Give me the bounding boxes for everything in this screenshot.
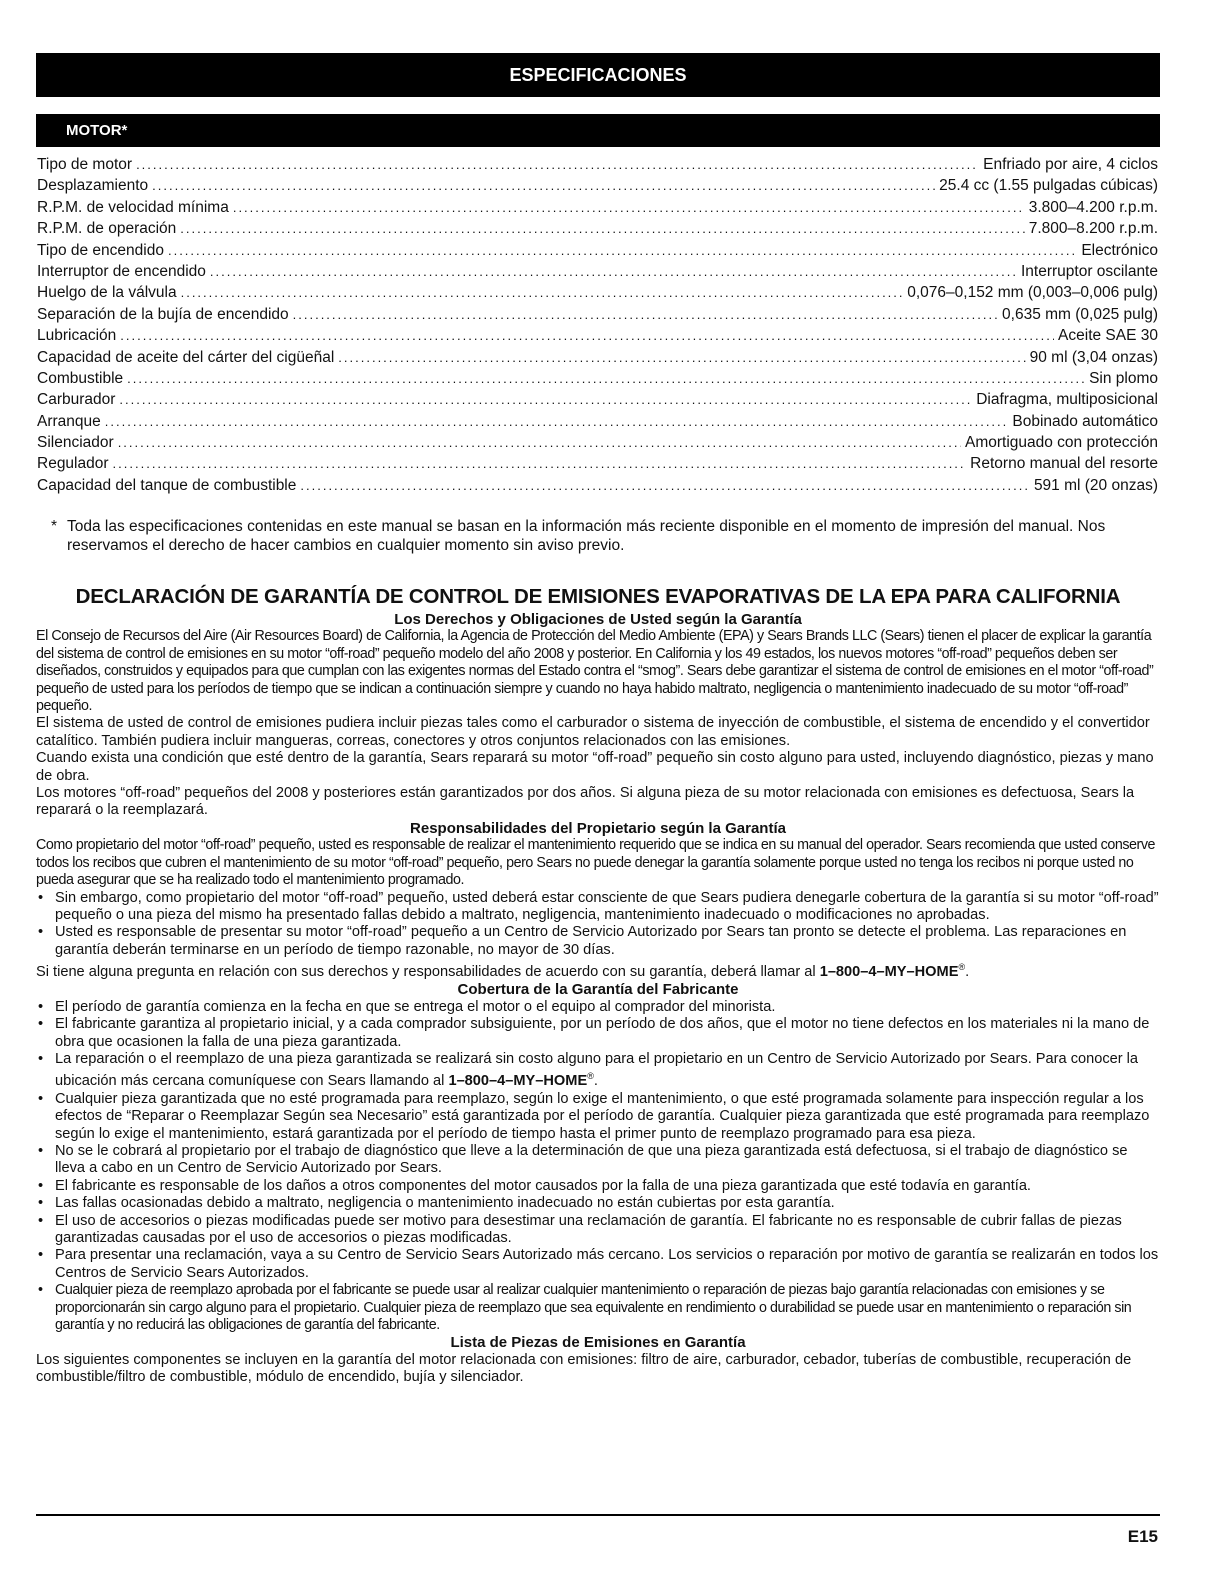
spec-label: Capacidad del tanque de combustible [37,476,297,494]
phone-number: 1–800–4–MY–HOME [819,963,959,980]
spec-label: Carburador [37,391,116,409]
list-item-text: La reparación o el reemplazo de una pieza garantizada se realizará sin costo alguno para el propietario en un Centro de Servicio Autorizado por Sears. Para conocer la ubicación más cercana comuníquese con Sears llamando al [55,1051,1139,1090]
spec-value: Bobinado automático [1012,412,1158,430]
spec-row [37,218,1158,239]
motor-section-header [36,114,1160,147]
footer-divider [36,1514,1160,1516]
spec-row [37,475,1158,496]
dot-leader [210,261,1017,282]
spec-label: Tipo de encendido [37,241,164,259]
spec-value: Amortiguado con protección [964,434,1158,452]
parts-paragraph: Los siguientes componentes se incluyen en la garantía del motor relacionada con emisiones: filtro de aire, carburador, cebador, tuberías de combustible, recuperación de combustible/filtro de combustible, módulo de encendido, bujía y silenciador. [36,1351,1132,1386]
owner-bullets [36,890,1160,960]
list-item-text: El fabricante garantiza al propietario inicial, y a cada comprador subsiguiente, por un período de dos años, que el motor no tiene defectos en los materiales ni la mano de obra que ocasionen la falla de una pieza garantizada. [55,1016,1150,1050]
coverage-bullets [36,999,1160,1335]
footnote-asterisk: * [51,518,58,535]
list-item [36,999,1160,1016]
dot-leader [120,325,1054,346]
spec-label: Separación de la bujía de encendido [37,305,289,323]
rights-paragraph-4: Los motores “off-road” pequeños del 2008 y posteriores están garantizados por dos años. Si alguna pieza de su motor relacionada con emisiones es defectuosa, Sears la reparará o la reemplazará. [36,785,1135,819]
spec-row [37,325,1158,346]
list-item-text: No se le cobrará al propietario por el trabajo de diagnóstico que lleve a la determinación de que una pieza garantizada está defectuosa, si el trabajo de diagnóstico se lleva a cabo en un Centro de Servicio Autorizado por Sears. [55,1142,1128,1177]
dot-leader [300,475,1030,496]
list-item-end: . [593,1073,598,1090]
spec-row [37,411,1158,432]
dot-leader [181,282,904,303]
dot-leader [152,175,935,196]
list-item [36,1051,1160,1091]
bullet-icon: • [38,1177,44,1194]
spec-label: Tipo de motor [37,156,133,173]
bullet-icon: • [38,1282,43,1299]
list-item [36,890,1160,925]
dot-leader [233,197,1025,218]
rights-paragraph-2: El sistema de usted de control de emisiones pudiera incluir piezas tales como el carburador o sistema de inyección de combustible, el sistema de encendido y el convertidor catalítico. También pudiera incluir mangueras, correas, conectores y otros conjuntos relacionados con las emisiones. [36,715,1150,749]
list-item-text: Cualquier pieza de reemplazo aprobada por el fabricante se puede usar al realizar cualquier mantenimiento o reparación de piezas bajo garantía relacionadas con emisiones y se proporcionarán sin cargo alguno para el propietario. Cualquier pieza de reemplazo que sea equivalente en rendimiento o durabilidad se puede usar en mantenimiento o reparación sin garantía y no reducirá las obligaciones de garantía del fabricante. [55,1282,1132,1333]
spec-row [37,389,1158,410]
rights-heading: Los Derechos y Obligaciones de Usted según la Garantía [394,611,802,628]
owner-heading: Responsabilidades del Propietario según la Garantía [410,819,786,837]
spec-value: Interruptor oscilante [1021,262,1158,280]
spec-label: Huelgo de la válvula [37,284,177,302]
spec-label: R.P.M. de operación [37,220,177,238]
list-item-text: Para presentar una reclamación, vaya a su Centro de Servicio Sears Autorizado más cercano. Los servicios o reparación por motivo de garantía se realizarán en todos los Centros de Servicio Sears Autorizados. [55,1247,1159,1281]
spec-value: Retorno manual del resorte [970,455,1158,473]
specs-footnote [37,518,1158,555]
spec-row [37,175,1158,196]
list-item-text: Cualquier pieza garantizada que no esté programada para reemplazo, según lo exige el mantenimiento, o que esté programada solamente para inspección regular a los efectos de “Reparar o Reemplazar Según sea Necesario” está garantizada por el período de garantía. Cualquier pieza garantizada que esté programada para reemplazo según lo exige el mantenimiento, estará garantizada por el período de tiempo hasta el primer punto de reemplazo programado para esa pieza. [55,1090,1150,1142]
list-item-text: El período de garantía comienza en la fecha en que se entrega el motor o el equipo al comprador del minorista. [55,998,776,1015]
spec-row [37,432,1158,453]
list-item [36,1195,1160,1212]
motor-section-title: MOTOR* [66,122,128,139]
spec-row [37,261,1158,282]
spec-row [37,282,1158,303]
rights-paragraph-3: Cuando exista una condición que esté dentro de la garantía, Sears reparará su motor “off-road” pequeño sin costo alguno para usted, incluyendo diagnóstico, piezas y mano de obra. [36,750,1154,784]
owner-contact [36,959,1160,981]
bullet-icon: • [38,924,44,941]
spec-label: Capacidad de aceite del cárter del cigüeñal [37,348,335,366]
registered-mark: ® [958,962,966,973]
bullet-icon: • [38,1090,44,1107]
registered-mark: ® [587,1071,594,1082]
list-item-text: Usted es responsable de presentar su motor “off-road” pequeño a un Centro de Servicio Autorizado por Sears tan pronto se detecte el problema. Las reparaciones en garantía deberán terminarse en un período de tiempo razonable, no mayor de 30 días. [55,924,1127,958]
page-number: E15 [1127,1527,1158,1546]
list-item-text: El fabricante es responsable de los daños a otros componentes del motor causados por la falla de una pieza garantizada que esté todavía en garantía. [55,1177,1031,1194]
spec-label: Desplazamiento [37,177,149,195]
bullet-icon: • [38,1247,44,1264]
bullet-icon: • [38,998,44,1015]
specifications-header [36,53,1160,97]
spec-value: Sin plomo [1089,369,1158,387]
owner-paragraph: Como propietario del motor “off-road” pequeño, usted es responsable de realizar el mantenimiento requerido que se indica en su manual del operador. Sears recomienda que usted conserve todos los recibos que cubren el mantenimiento de su motor “off-road” pequeño, pero Sears no puede denegar la garantía solamente porque usted no tenga los recibos ni porque usted no pueda asegurar que se ha realizado todo el mantenimiento programado. [36,837,1156,889]
rights-paragraph-1: El Consejo de Recursos del Aire (Air Resources Board) de California, la Agencia de Protección del Medio Ambiente (EPA) y Sears Brands LLC (Sears) tienen el placer de explicar la garantía del sistema de control de emisiones en su motor “off-road” pequeño modelo del año 2008 y posterior. En California y los 49 estados, los nuevos motores “off-road” pequeños deben ser diseñados, construidos y equipados para que cumplan con las exigentes normas del Estado contra el “smog”. Sears debe garantizar el sistema de control de emisiones en el motor “off-road” pequeño de usted para los períodos de tiempo que se indican a continuación siempre y cuando no haya habido maltrato, negligencia o mantenimiento inadecuado de su motor “off-road” pequeño. [36,628,1154,715]
spec-value: 591 ml (20 onzas) [1033,476,1158,494]
list-item [36,1016,1160,1051]
spec-label: R.P.M. de velocidad mínima [37,198,229,216]
spec-value: 90 ml (3,04 onzas) [1029,348,1158,366]
dot-leader [105,411,1009,432]
dot-leader [180,218,1024,239]
warranty-body [36,611,1160,1387]
spec-label: Arranque [37,412,101,430]
bullet-icon: • [38,1212,44,1229]
spec-value: 25.4 cc (1.55 pulgadas cúbicas) [939,177,1158,195]
bullet-icon: • [38,1195,44,1212]
spec-row [37,453,1158,474]
bullet-icon: • [38,1051,44,1068]
dot-leader [293,304,998,325]
bullet-icon: • [38,889,44,906]
dot-leader [338,347,1025,368]
spec-row [37,347,1158,368]
list-item-text: Sin embargo, como propietario del motor “off-road” pequeño, usted deberá estar consciente de que Sears pudiera denegarle cobertura de la garantía si su motor “off-road” pequeño o una pieza del mismo ha presentado fallas debido a maltrato, negligencia, mantenimiento inadecuado o modificaciones no aprobadas. [55,889,1159,923]
spec-label: Silenciador [37,434,114,452]
spec-value: 7.800–8.200 r.p.m. [1028,220,1158,238]
spec-row [37,154,1158,175]
spec-row [37,304,1158,325]
spec-label: Interruptor de encendido [37,262,206,280]
dot-leader [127,368,1085,389]
spec-value: 0,076–0,152 mm (0,003–0,006 pulg) [907,284,1158,302]
list-item [36,1213,1160,1248]
spec-row [37,197,1158,218]
spec-row [37,240,1158,261]
dot-leader [168,240,1077,261]
list-item-text: Las fallas ocasionadas debido a maltrato, negligencia o mantenimiento inadecuado no están cubiertas por esta garantía. [55,1195,835,1212]
dot-leader [113,453,967,474]
spec-value: Diafragma, multiposicional [976,391,1158,409]
dot-leader [136,154,979,175]
specifications-title: ESPECIFICACIONES [509,64,687,85]
declaration-title: DECLARACIÓN DE GARANTÍA DE CONTROL DE EMISIONES EVAPORATIVAS DE LA EPA PARA CALIFORNIA [75,585,1121,608]
bullet-icon: • [38,1016,44,1033]
contact-end: . [965,963,970,980]
parts-heading: Lista de Piezas de Emisiones en Garantía [450,1334,746,1352]
list-item [36,1178,1160,1195]
spec-value: 0,635 mm (0,025 pulg) [1002,305,1158,323]
dot-leader [119,389,972,410]
list-item [36,1282,1160,1334]
spec-row [37,368,1158,389]
spec-label: Combustible [37,369,124,387]
spec-value: Electrónico [1081,241,1158,259]
spec-value: Enfriado por aire, 4 ciclos [983,156,1158,173]
spec-label: Lubricación [37,327,117,345]
spec-label: Regulador [37,455,109,473]
dot-leader [118,432,961,453]
phone-number: 1–800–4–MY–HOME [448,1073,588,1090]
list-item [36,924,1160,959]
spec-value: Aceite SAE 30 [1058,327,1158,345]
bullet-icon: • [38,1142,44,1159]
list-item [36,1247,1160,1282]
list-item [36,1091,1160,1143]
spec-value: 3.800–4.200 r.p.m. [1028,198,1158,216]
list-item-text: El uso de accesorios o piezas modificadas puede ser motivo para desestimar una reclamación de garantía. El fabricante no es responsable de cubrir fallas de piezas garantizadas causadas por el uso de accesorios o piezas modificadas. [55,1212,1122,1246]
list-item [36,1143,1160,1178]
motor-specs-list [37,154,1158,496]
footnote-text: Toda las especificaciones contenidas en este manual se basan en la información más reciente disponible en el momento de impresión del manual. Nos reservamos el derecho de hacer cambios en cualquier momento sin aviso previo. [67,518,1106,554]
coverage-heading: Cobertura de la Garantía del Fabricante [457,981,739,999]
contact-text: Si tiene alguna pregunta en relación con sus derechos y responsabilidades de acuerdo con su garantía, deberá llamar al [36,963,820,980]
